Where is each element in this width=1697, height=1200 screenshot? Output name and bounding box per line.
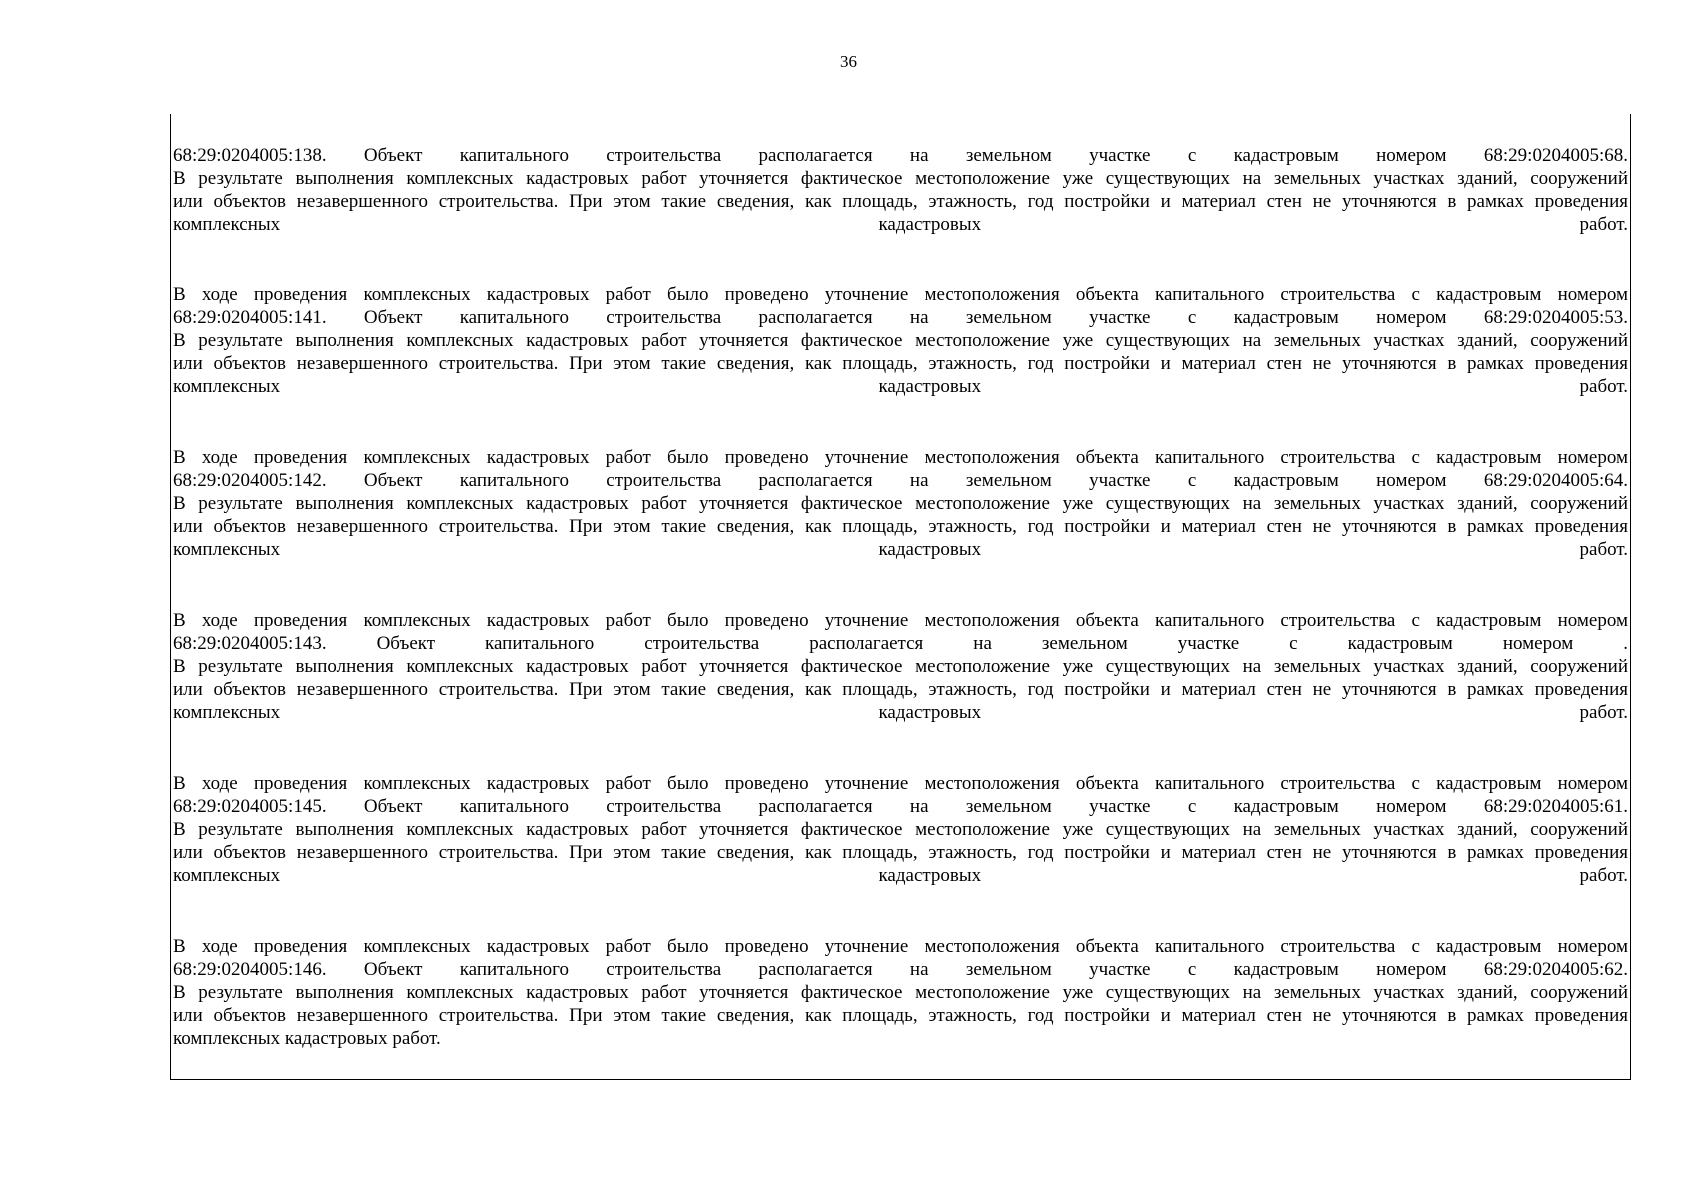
entry-line: или объектов незавершенного строительства. При этом такие сведения, как площадь, этажность, год постройки и материал стен не уточняются в рамках проведения	[173, 679, 1628, 700]
entry-line: 68:29:0204005:146. Объект капитального строительства располагается на земельном участке с кадастровым номером 68:29:0204005:62.	[173, 959, 1628, 980]
entry-line: 68:29:0204005:141. Объект капитального строительства располагается на земельном участке с кадастровым номером 68:29:0204005:53.	[173, 307, 1628, 328]
entry-paragraph	[173, 283, 1628, 398]
entry-line: В ходе проведения комплексных кадастровых работ было проведено уточнение местоположения объекта капитального строительства с кадастровым номером	[173, 773, 1628, 794]
entry-line: комплексных кадастровых работ.	[173, 865, 1628, 886]
entry-line: комплексных кадастровых работ.	[173, 702, 1628, 723]
entry-line: В результате выполнения комплексных кадастровых работ уточняется фактическое местоположение уже существующих на земельных участках зданий, сооружений	[173, 819, 1628, 840]
entry-line: комплексных кадастровых работ.	[173, 214, 1628, 235]
entry-line: комплексных кадастровых работ.	[173, 376, 1628, 397]
entry-line: 68:29:0204005:143. Объект капитального строительства располагается на земельном участке с кадастровым номером .	[173, 633, 1628, 654]
entry-line: В результате выполнения комплексных кадастровых работ уточняется фактическое местоположение уже существующих на земельных участках зданий, сооружений	[173, 168, 1628, 189]
page-number: 36	[840, 52, 857, 71]
entry-line: В результате выполнения комплексных кадастровых работ уточняется фактическое местоположение уже существующих на земельных участках зданий, сооружений	[173, 493, 1628, 514]
entry-paragraph	[173, 446, 1628, 561]
entry-line: В ходе проведения комплексных кадастровых работ было проведено уточнение местоположения объекта капитального строительства с кадастровым номером	[173, 447, 1628, 468]
entry-line: или объектов незавершенного строительства. При этом такие сведения, как площадь, этажность, год постройки и материал стен не уточняются в рамках проведения	[173, 516, 1628, 537]
entry-line: В ходе проведения комплексных кадастровых работ было проведено уточнение местоположения объекта капитального строительства с кадастровым номером	[173, 284, 1628, 305]
entry-line: 68:29:0204005:138. Объект капитального строительства располагается на земельном участке с кадастровым номером 68:29:0204005:68.	[173, 145, 1628, 166]
entry-line: или объектов незавершенного строительства. При этом такие сведения, как площадь, этажность, год постройки и материал стен не уточняются в рамках проведения	[173, 1005, 1628, 1026]
entry-line: или объектов незавершенного строительства. При этом такие сведения, как площадь, этажность, год постройки и материал стен не уточняются в рамках проведения	[173, 353, 1628, 374]
entry-line: или объектов незавершенного строительства. При этом такие сведения, как площадь, этажность, год постройки и материал стен не уточняются в рамках проведения	[173, 191, 1628, 212]
entry-paragraph	[173, 935, 1628, 1050]
entry-line: или объектов незавершенного строительства. При этом такие сведения, как площадь, этажность, год постройки и материал стен не уточняются в рамках проведения	[173, 842, 1628, 863]
entry-paragraph	[173, 144, 1628, 236]
entry-line: В результате выполнения комплексных кадастровых работ уточняется фактическое местоположение уже существующих на земельных участках зданий, сооружений	[173, 982, 1628, 1003]
entry-line: В ходе проведения комплексных кадастровых работ было проведено уточнение местоположения объекта капитального строительства с кадастровым номером	[173, 610, 1628, 631]
entry-line: В результате выполнения комплексных кадастровых работ уточняется фактическое местоположение уже существующих на земельных участках зданий, сооружений	[173, 330, 1628, 351]
entry-line: 68:29:0204005:142. Объект капитального строительства располагается на земельном участке с кадастровым номером 68:29:0204005:64.	[173, 470, 1628, 491]
entry-line: В результате выполнения комплексных кадастровых работ уточняется фактическое местоположение уже существующих на земельных участках зданий, сооружений	[173, 656, 1628, 677]
entry-line: комплексных кадастровых работ.	[173, 539, 1628, 560]
entry-line: В ходе проведения комплексных кадастровых работ было проведено уточнение местоположения объекта капитального строительства с кадастровым номером	[173, 936, 1628, 957]
entry-line: 68:29:0204005:145. Объект капитального строительства располагается на земельном участке с кадастровым номером 68:29:0204005:61.	[173, 796, 1628, 817]
entry-line: комплексных кадастровых работ.	[173, 1028, 441, 1049]
entry-paragraph	[173, 609, 1628, 724]
entry-paragraph	[173, 772, 1628, 887]
